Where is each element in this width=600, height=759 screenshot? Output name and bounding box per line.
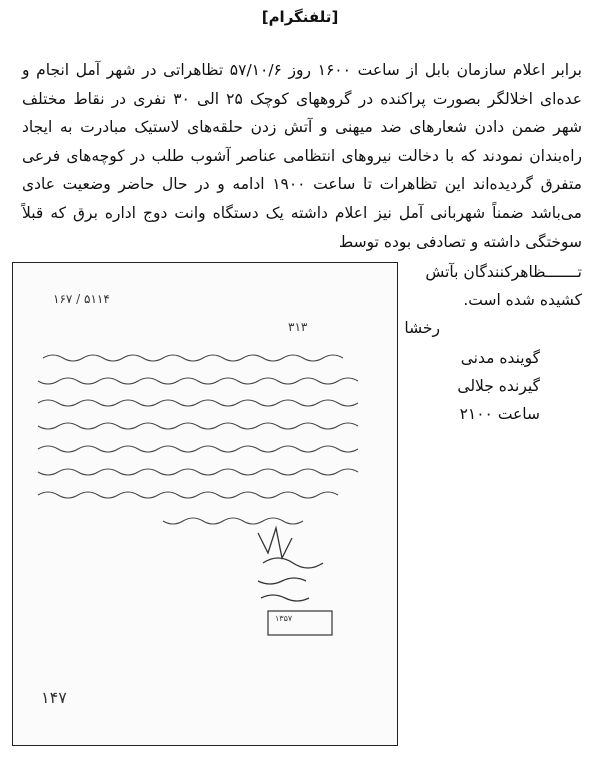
closing-line: کشیده شده است. — [463, 291, 582, 309]
telegram-body — [22, 56, 582, 256]
signature-name: رخشا — [404, 319, 440, 337]
speaker-line: گوینده مدنی — [460, 349, 540, 367]
time-line: ساعت ۲۱۰۰ — [459, 405, 540, 423]
archive-stamp-year: ۱۳۵۷ — [275, 614, 293, 623]
scan-ref-number: ۳۱۳ — [288, 320, 308, 334]
receiver-line: گیرنده جلالی — [457, 377, 540, 395]
scan-header-number: ۱۶۷ / ۵۱۱۴ — [53, 292, 110, 306]
handwriting-lines — [38, 355, 358, 524]
scan-page-number: ۱۴۷ — [41, 688, 67, 707]
document-title: [تلفنگرام] — [261, 8, 339, 26]
telegram-paragraph: برابر اعلام سازمان بابل از ساعت ۱۶۰۰ روز ۵۷/۱۰/۶ تظاهراتی در شهر آمل انجام و عده‌ای اخلالگر بصورت پراکنده در گروههای کوچک ۲۵ الی ۳۰ نفری در نقاط مختلف شهر ضمن دادن شعارهای ضد میهنی و آتش زدن حلقه‌های لاستیک مبادرت به ایجاد راه‌بندان نمودند که با دخالت نیروهای انتظامی عناصر آشوب طلب در کوچه‌های فرعی متفرق گردیده‌اند این تظاهرات تا ساعت ۱۹۰۰ ادامه و در حال حاضر وضعیت عادی می‌باشد ضمناً شهربانی آمل نیز اعلام داشته یک دستگاه وانت دوج اداره برق که قبلاً سوختگی داشته و تصادفی بوده توسط — [22, 61, 582, 251]
continuation-line: تـــــــظاهرکنندگان بآتش — [425, 263, 582, 281]
scanned-document-image — [12, 262, 398, 746]
handwritten-scan-drawing — [13, 263, 397, 745]
signature-marks — [258, 528, 323, 601]
